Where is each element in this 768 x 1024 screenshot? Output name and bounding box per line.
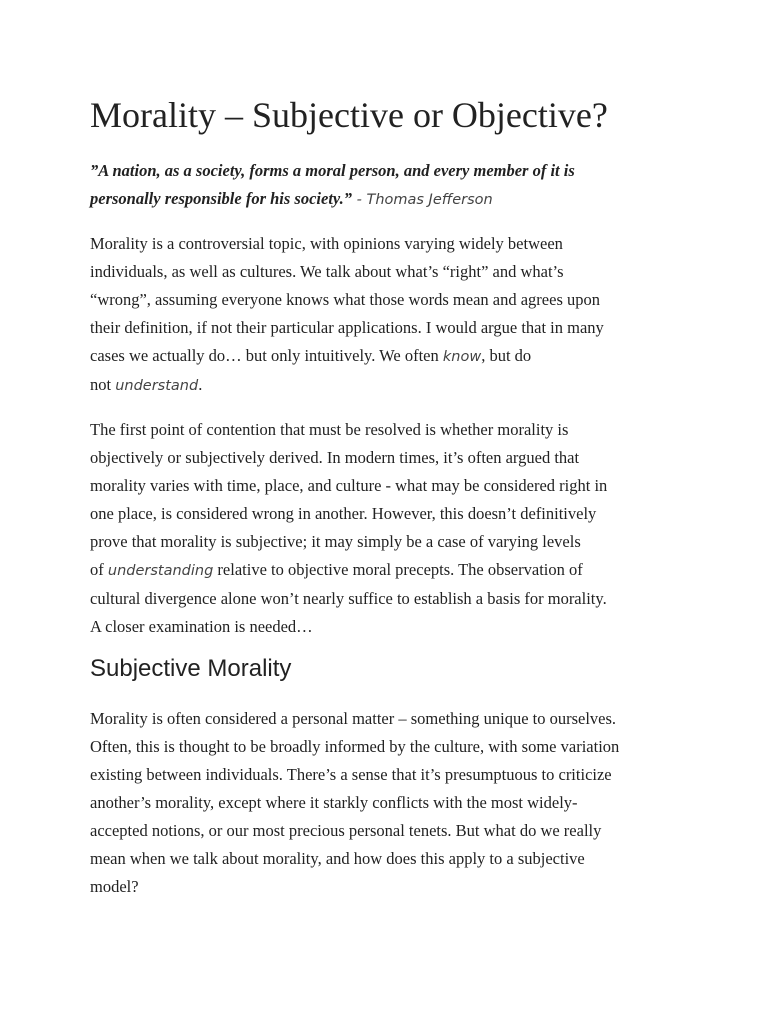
emphasis-understand: understand: [115, 378, 199, 394]
paragraph-line: of: [90, 560, 108, 579]
paragraph-line: Morality is a controversial topic, with opinions varying widely between: [90, 234, 563, 253]
epigraph-separator: -: [352, 192, 367, 208]
paragraph-line: accepted notions, or our most precious personal tenets. But what do we really: [90, 821, 602, 840]
epigraph-quote-line-2: personally responsible for his society.”: [90, 189, 353, 208]
paragraph-line: mean when we talk about morality, and how does this apply to a subjective: [90, 849, 585, 868]
paragraph-line: Morality is often considered a personal matter – something unique to ourselves.: [90, 709, 617, 728]
epigraph-author: Thomas Jefferson: [366, 192, 493, 208]
paragraph-line: model?: [90, 877, 139, 896]
paragraph-line: prove that morality is subjective; it may simply be a case of varying levels: [90, 532, 581, 551]
paragraph-line: A closer examination is needed…: [90, 617, 313, 636]
paragraph-line: relative to objective moral precepts. The observation of: [213, 560, 583, 579]
paragraph-line: cases we actually do… but only intuitively. We often: [90, 346, 443, 365]
epigraph-quote-line-1: ”A nation, as a society, forms a moral person, and every member of it is: [90, 161, 575, 180]
paragraph-line: .: [198, 375, 203, 394]
paragraph-line: their definition, if not their particular applications. I would argue that in many: [90, 318, 604, 337]
paragraph-line: , but do: [481, 346, 532, 365]
paragraph-intro: [90, 230, 680, 400]
epigraph: [90, 157, 680, 214]
paragraph-line: “wrong”, assuming everyone knows what those words mean and agrees upon: [90, 290, 600, 309]
paragraph-line: morality varies with time, place, and culture - what may be considered right in: [90, 476, 608, 495]
paragraph-line: another’s morality, except where it starkly conflicts with the most widely-: [90, 793, 578, 812]
paragraph-subjective-morality: [90, 705, 680, 901]
epigraph-quote: [90, 161, 575, 208]
paragraph-line: not: [90, 375, 116, 394]
article-title: Morality – Subjective or Objective?: [90, 95, 608, 135]
emphasis-understanding: understanding: [107, 563, 214, 579]
paragraph-line: Often, this is thought to be broadly informed by the culture, with some variation: [90, 737, 620, 756]
paragraph-line: existing between individuals. There’s a sense that it’s presumptuous to criticize: [90, 765, 612, 784]
paragraph-line: individuals, as well as cultures. We talk about what’s “right” and what’s: [90, 262, 564, 281]
paragraph-line: cultural divergence alone won’t nearly suffice to establish a basis for morality.: [90, 589, 607, 608]
section-heading-subjective-morality: Subjective Morality: [90, 655, 292, 682]
paragraph-line: objectively or subjectively derived. In modern times, it’s often argued that: [90, 448, 580, 467]
paragraph-line: one place, is considered wrong in another. However, this doesn’t definitively: [90, 504, 597, 523]
paragraph-objective-question: [90, 416, 680, 641]
paragraph-line: The first point of contention that must be resolved is whether morality is: [90, 420, 569, 439]
emphasis-know: know: [442, 349, 482, 365]
